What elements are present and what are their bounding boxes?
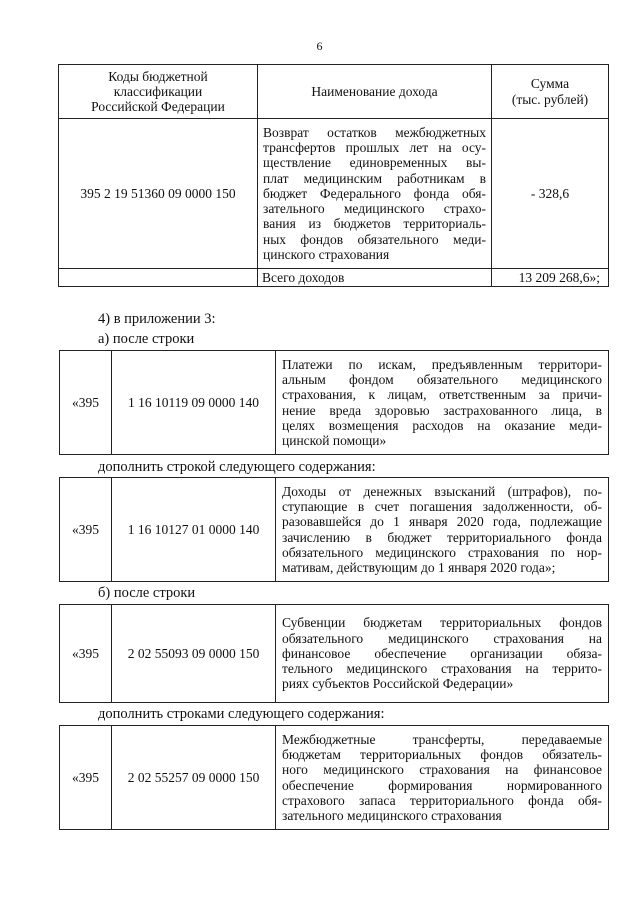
row-description [276, 351, 609, 455]
header-code [59, 65, 258, 119]
description-line: мативам, действующим до 1 января 2020 года»; [282, 560, 556, 576]
paragraph-add-rows: дополнить строками следующего содержания: [98, 706, 385, 722]
description-line: Доходы от денежных взысканий (штрафов), по- [282, 483, 602, 499]
description-line: разовавшейся до 1 января 2020 года, подлежащие [282, 514, 602, 530]
row-name-line: трансфертов прошлых лет на осу- [263, 139, 486, 155]
description-line: зачислению в бюджет территориального фонда [282, 529, 602, 545]
description-line: Платежи по искам, предъявленным территори- [282, 356, 602, 372]
total-row [59, 269, 609, 287]
description-line: Субвенции бюджетам территориальных фондов [282, 615, 602, 631]
table-header-row [59, 65, 609, 119]
description-line: обеспечение формирования нормированного [282, 777, 602, 793]
total-label: Всего доходов [258, 269, 492, 287]
appendix-row-table [59, 604, 609, 703]
description-line: обязательного медицинского страхования по нор- [282, 544, 602, 560]
row-code: 2 02 55093 09 0000 150 [112, 605, 276, 703]
description-line: финансовое обеспечение организации обяза- [282, 645, 602, 661]
revenue-table [58, 64, 609, 287]
appendix-row-table [59, 350, 609, 455]
row-prefix: «395 [60, 605, 112, 703]
description-line: обязательного медицинского страхования на [282, 630, 602, 646]
description-line: ступающие в счет погашения задолженности, об- [282, 498, 602, 514]
total-empty-cell [59, 269, 258, 287]
table-row [60, 478, 609, 582]
header-sum-line: (тыс. рублей) [511, 91, 589, 107]
paragraph-after-row-a: а) после строки [98, 331, 195, 347]
header-code-line: классификации [113, 83, 203, 99]
description-line: нение вреда здоровью застрахованного лица, в [282, 402, 602, 418]
description-line: альным фондом обязательного медицинского [282, 371, 602, 387]
row-name-line: зательного медицинского страхо- [263, 201, 486, 217]
row-description [276, 605, 609, 703]
paragraph-after-row-b: б) после строки [98, 585, 196, 601]
appendix-row-table [59, 725, 609, 830]
row-code: 395 2 19 51360 09 0000 150 [59, 119, 258, 269]
description-line: бюджетам территориальных фондов обязатель- [282, 746, 602, 762]
paragraph-appendix-3: 4) в приложении 3: [98, 311, 216, 327]
row-sum: - 328,6 [492, 119, 609, 269]
header-name: Наименование дохода [258, 65, 492, 119]
row-code: 1 16 10119 09 0000 140 [112, 351, 276, 455]
row-prefix: «395 [60, 726, 112, 830]
page-number: 6 [316, 39, 323, 53]
table-row [60, 605, 609, 703]
description-line: Межбюджетные трансферты, передаваемые [282, 731, 602, 747]
row-prefix: «395 [60, 351, 112, 455]
description-line: страхового запаса территориального фонда обя- [282, 792, 602, 808]
description-line: тельного медицинского страхования на террито- [282, 661, 602, 677]
description-line: ного медицинского страхования на финансовое [282, 762, 602, 778]
row-code: 2 02 55257 09 0000 150 [112, 726, 276, 830]
row-description [276, 478, 609, 582]
row-name-line: Возврат остатков межбюджетных [263, 124, 486, 140]
row-name-line: бюджет Федерального фонда обя- [263, 185, 486, 201]
description-line: цинской помощи» [282, 433, 387, 449]
row-name-line: цинского страхования [263, 247, 390, 263]
total-sum: 13 209 268,6»; [492, 269, 609, 287]
header-sum [492, 65, 609, 119]
header-code-line: Коды бюджетной [108, 68, 208, 84]
appendix-row-table [59, 477, 609, 582]
row-name-line: ных фондов обязательного меди- [263, 231, 486, 247]
row-name-line: вания из бюджетов территориаль- [263, 216, 486, 232]
description-line: целях возмещения расходов на оказание меди- [282, 417, 602, 433]
header-sum-line: Сумма [530, 76, 570, 92]
header-code-line: Российской Федерации [91, 99, 225, 115]
paragraph-add-row: дополнить строкой следующего содержания: [98, 459, 376, 475]
row-name [258, 119, 492, 269]
row-name-line: ществление единовременных вы- [263, 155, 486, 171]
table-row [59, 119, 609, 269]
row-prefix: «395 [60, 478, 112, 582]
row-name-line: плат медицинским работникам в [263, 170, 486, 186]
description-line: зательного медицинского страхования [282, 808, 502, 824]
row-description [276, 726, 609, 830]
description-line: страхования, к лицам, ответственным за причи- [282, 387, 602, 403]
row-code: 1 16 10127 01 0000 140 [112, 478, 276, 582]
table-row [60, 726, 609, 830]
description-line: риях субъектов Российской Федерации» [282, 676, 514, 692]
table-row [60, 351, 609, 455]
